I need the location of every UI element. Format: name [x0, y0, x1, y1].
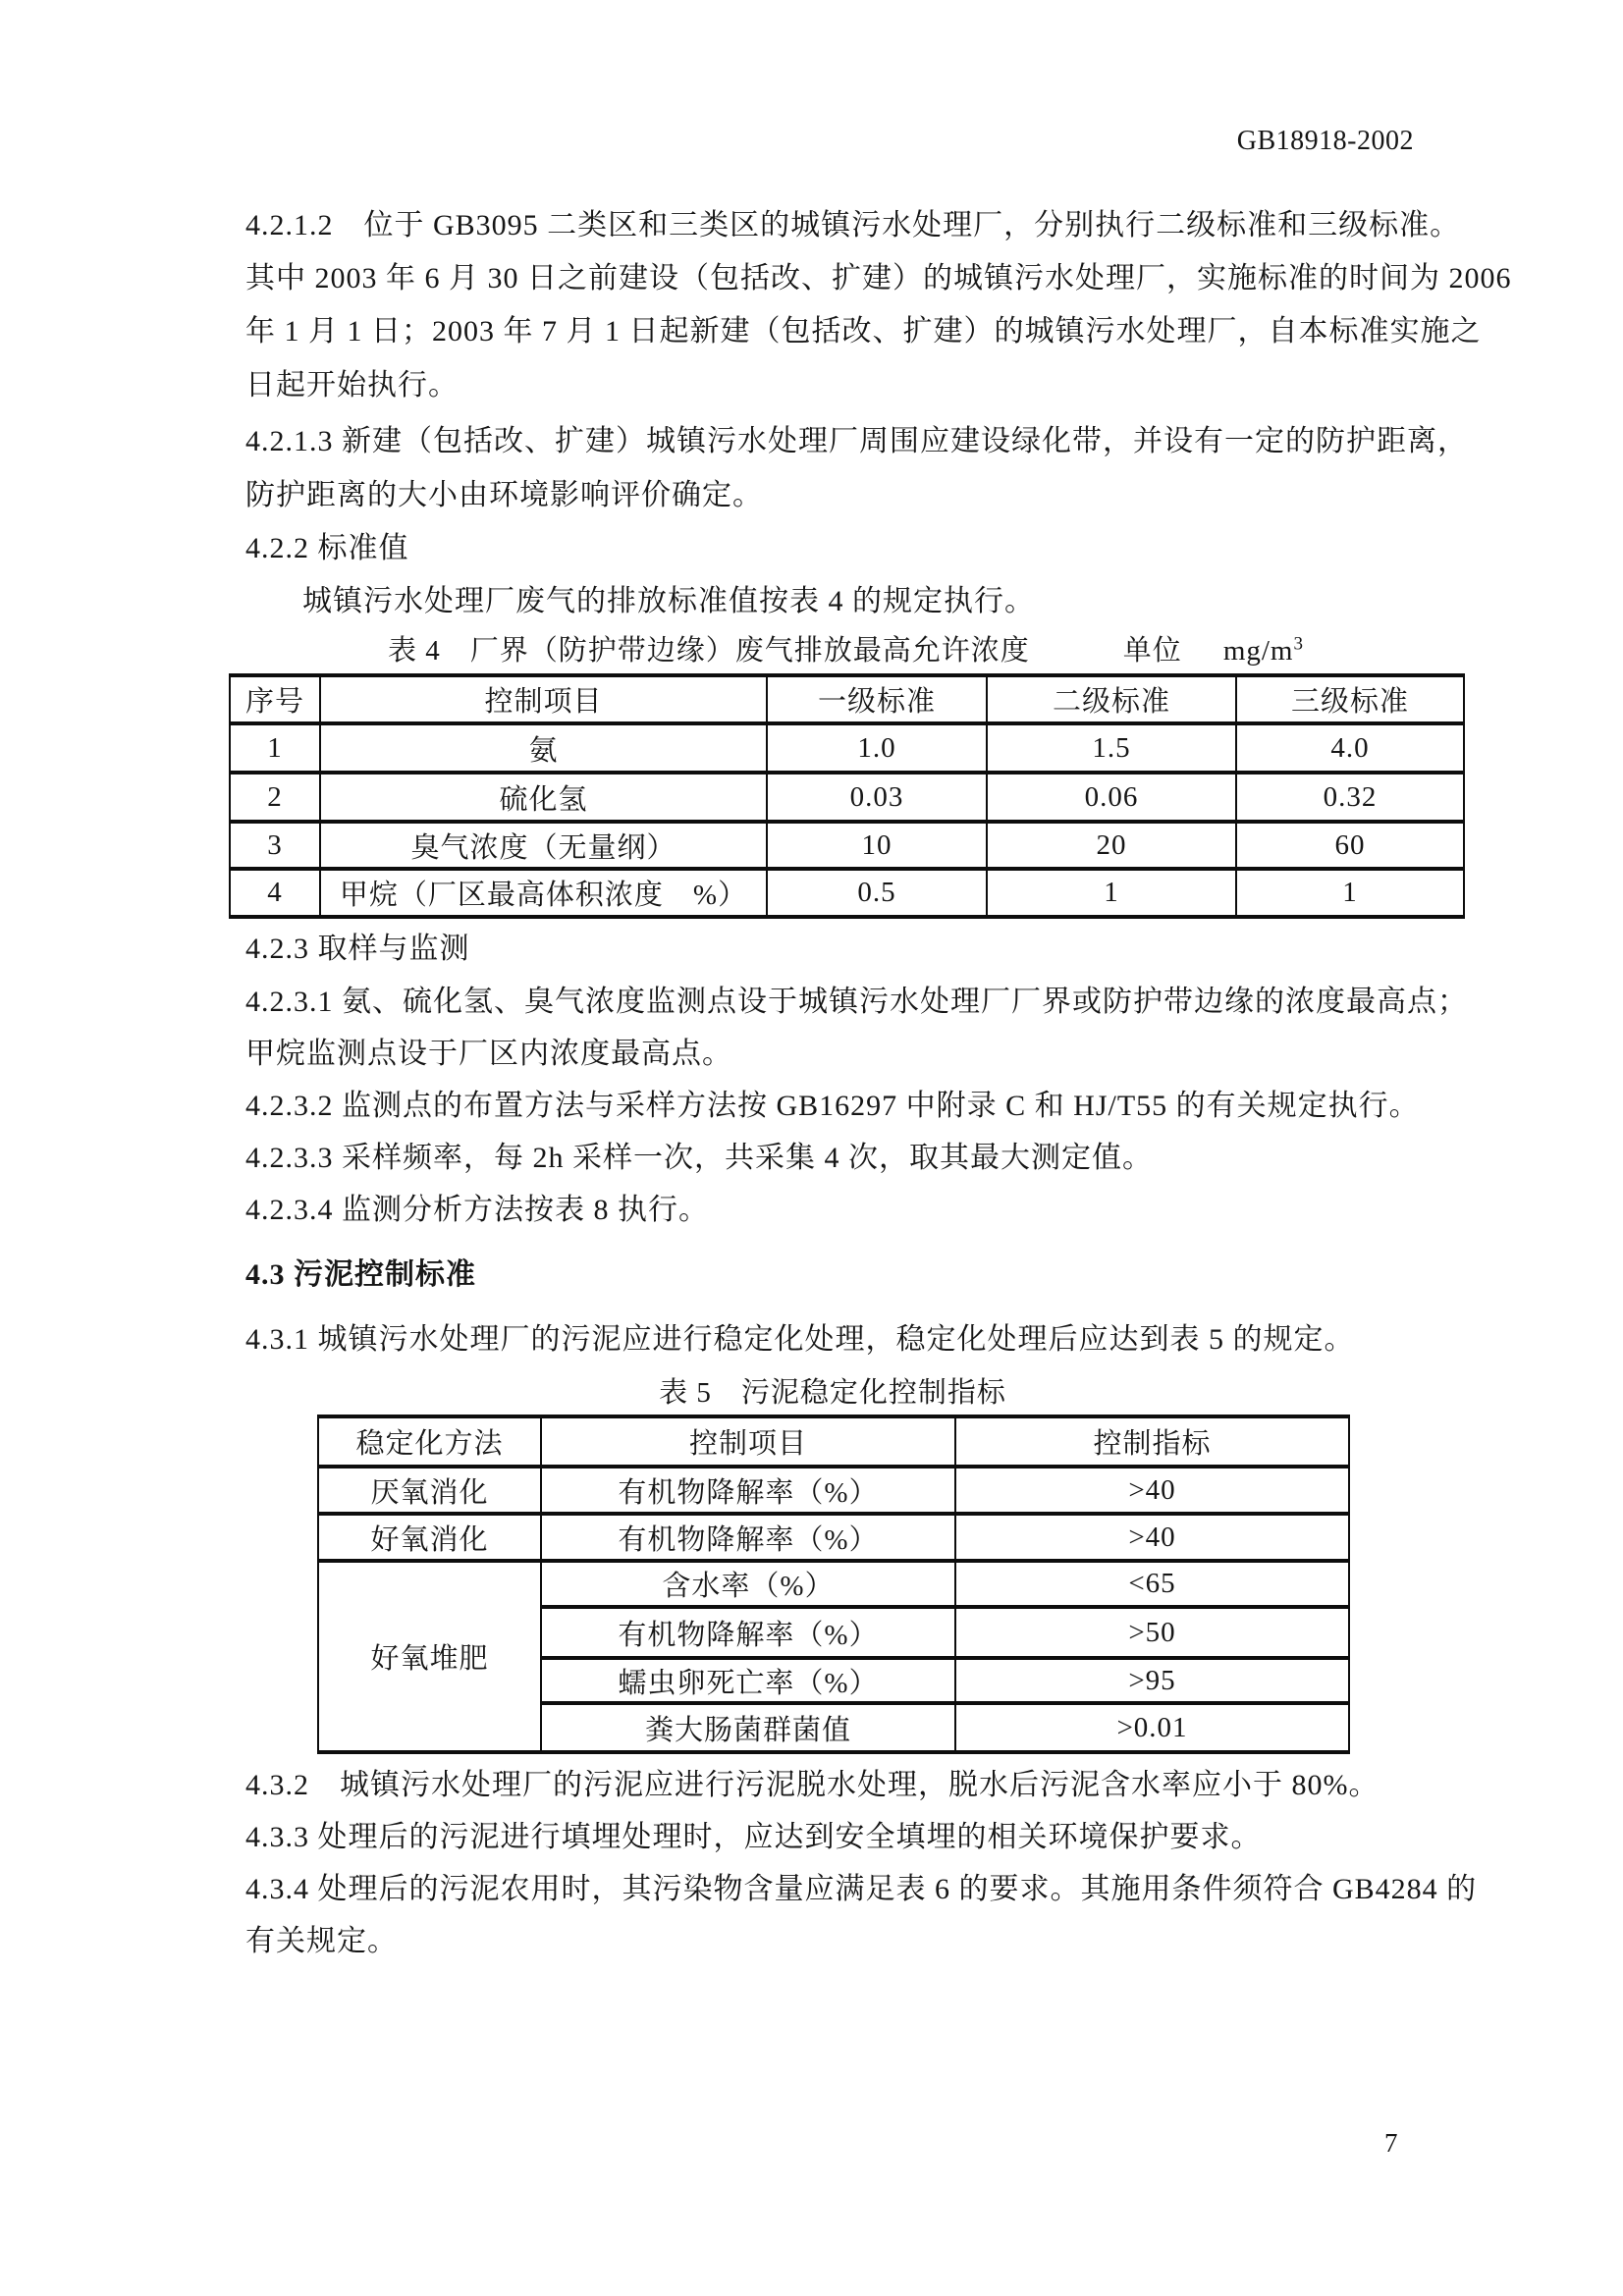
- table4-cell: 1: [230, 723, 320, 773]
- table4-caption: [229, 634, 1463, 667]
- table4-cell: 3: [230, 822, 320, 869]
- table5-item-cell: 粪大肠菌群菌值: [541, 1703, 955, 1752]
- table4-row: [230, 773, 1464, 822]
- table4-cell: 60: [1236, 822, 1464, 869]
- page-number: 7: [1384, 2128, 1398, 2158]
- table4-cell: 硫化氢: [320, 773, 767, 822]
- table5-row: [318, 1561, 1349, 1607]
- table5-header-cell: 控制指标: [955, 1416, 1349, 1467]
- table5-value-cell: >50: [955, 1607, 1349, 1658]
- clause-4232: 4.2.3.2 监测点的布置方法与采样方法按 GB16297 中附录 C 和 HJ/T55 的有关规定执行。: [245, 1090, 1420, 1122]
- table4-unit-label: 单位: [1122, 635, 1182, 667]
- clause-4231-line1: 4.2.3.1 氨、硫化氢、臭气浓度监测点设于城镇污水处理厂厂界或防护带边缘的浓度最高点；: [245, 986, 1468, 1018]
- table5-item-cell: 有机物降解率（%）: [541, 1607, 955, 1658]
- table4-caption-label: 表 4: [388, 635, 441, 667]
- table4-cell: 1: [987, 869, 1236, 917]
- clause-4213-line2: 防护距离的大小由环境影响评价确定。: [245, 479, 763, 511]
- table5-header-row: [318, 1416, 1349, 1467]
- table5-item-cell: 含水率（%）: [541, 1561, 955, 1607]
- table5-row: [318, 1467, 1349, 1514]
- table4-cell: 20: [987, 822, 1236, 869]
- table5-method-cell: 厌氧消化: [318, 1467, 541, 1514]
- table5-caption: 表 5 污泥稳定化控制指标: [659, 1377, 1006, 1409]
- clause-431: 4.3.1 城镇污水处理厂的污泥应进行稳定化处理，稳定化处理后应达到表 5 的规定。: [245, 1323, 1355, 1356]
- heading-422: 4.2.2 标准值: [245, 532, 409, 564]
- table4-header-cell: 二级标准: [987, 675, 1236, 723]
- heading-43-sludge-control: 4.3 污泥控制标准: [245, 1258, 476, 1291]
- table4-cell: 1: [1236, 869, 1464, 917]
- table5-header-cell: 稳定化方法: [318, 1416, 541, 1467]
- table4-header-cell: 三级标准: [1236, 675, 1464, 723]
- clause-434-line1: 4.3.4 处理后的污泥农用时，其污染物含量应满足表 6 的要求。其施用条件须符合 GB4284 的: [245, 1873, 1478, 1905]
- table5-value-cell: >0.01: [955, 1703, 1349, 1752]
- heading-423: 4.2.3 取样与监测: [245, 933, 470, 965]
- table4-cell: 10: [767, 822, 987, 869]
- table4-cell: 氨: [320, 723, 767, 773]
- table4-header-cell: 一级标准: [767, 675, 987, 723]
- table5-value-cell: >40: [955, 1514, 1349, 1561]
- table4-unit-value: $mg/m^3$: [1222, 633, 1304, 667]
- clause-4212-line1: 4.2.1.2 位于 GB3095 二类区和三类区的城镇污水处理厂，分别执行二级标准和三级标准。: [245, 209, 1461, 241]
- table4-cell: 1.5: [987, 723, 1236, 773]
- table5-header-cell: 控制项目: [541, 1416, 955, 1467]
- table5-item-cell: 蠕虫卵死亡率（%）: [541, 1658, 955, 1703]
- clause-4231-line2: 甲烷监测点设于厂区内浓度最高点。: [245, 1038, 732, 1070]
- clause-432: 4.3.2 城镇污水处理厂的污泥应进行污泥脱水处理，脱水后污泥含水率应小于 80%。: [245, 1769, 1380, 1801]
- doc-code: GB18918-2002: [1236, 126, 1414, 156]
- table4-caption-text: 厂界（防护带边缘）废气排放最高允许浓度: [469, 635, 1030, 667]
- table5-value-cell: >40: [955, 1467, 1349, 1514]
- clause-4212-line4: 日起开始执行。: [245, 369, 459, 401]
- table5-method-cell: 好氧消化: [318, 1514, 541, 1561]
- table5-row: [318, 1514, 1349, 1561]
- table4-cell: 0.06: [987, 773, 1236, 822]
- table4-row: [230, 723, 1464, 773]
- clause-422-intro: 城镇污水处理厂废气的排放标准值按表 4 的规定执行。: [302, 585, 1035, 617]
- clause-4212-line3: 年 1 月 1 日；2003 年 7 月 1 日起新建（包括改、扩建）的城镇污水处理厂，自本标准实施之: [245, 315, 1482, 347]
- clause-4233: 4.2.3.3 采样频率，每 2h 采样一次，共采集 4 次，取其最大测定值。: [245, 1142, 1153, 1174]
- table4-emission-limits: [229, 673, 1465, 919]
- table4-header-row: [230, 675, 1464, 723]
- table4-header-cell: 序号: [230, 675, 320, 723]
- table5-value-cell: >95: [955, 1658, 1349, 1703]
- table4-unit-exponent: 3: [1293, 633, 1304, 655]
- table4-cell: 2: [230, 773, 320, 822]
- table4-cell: 0.5: [767, 869, 987, 917]
- table5-sludge-stabilization: [317, 1415, 1350, 1754]
- clause-434-line2: 有关规定。: [245, 1925, 398, 1957]
- table5-value-cell: <65: [955, 1561, 1349, 1607]
- table4-cell: 甲烷（厂区最高体积浓度 %）: [320, 869, 767, 917]
- clause-4212-line2: 其中 2003 年 6 月 30 日之前建设（包括改、扩建）的城镇污水处理厂，实施标准的时间为 2006: [245, 262, 1512, 294]
- table4-cell: 0.03: [767, 773, 987, 822]
- table5-item-cell: 有机物降解率（%）: [541, 1514, 955, 1561]
- table4-cell: 1.0: [767, 723, 987, 773]
- clause-4213-line1: 4.2.1.3 新建（包括改、扩建）城镇污水处理厂周围应建设绿化带，并设有一定的防护距离，: [245, 425, 1468, 457]
- table5-merged-method-cell: 好氧堆肥: [318, 1561, 541, 1752]
- table4-row: [230, 869, 1464, 917]
- table4-cell: 0.32: [1236, 773, 1464, 822]
- clause-4234: 4.2.3.4 监测分析方法按表 8 执行。: [245, 1194, 709, 1226]
- table4-cell: 4: [230, 869, 320, 917]
- table4-cell: 4.0: [1236, 723, 1464, 773]
- clause-433: 4.3.3 处理后的污泥进行填埋处理时，应达到安全填埋的相关环境保护要求。: [245, 1821, 1262, 1853]
- table4-cell: 臭气浓度（无量纲）: [320, 822, 767, 869]
- table4-header-cell: 控制项目: [320, 675, 767, 723]
- table5-item-cell: 有机物降解率（%）: [541, 1467, 955, 1514]
- table4-row: [230, 822, 1464, 869]
